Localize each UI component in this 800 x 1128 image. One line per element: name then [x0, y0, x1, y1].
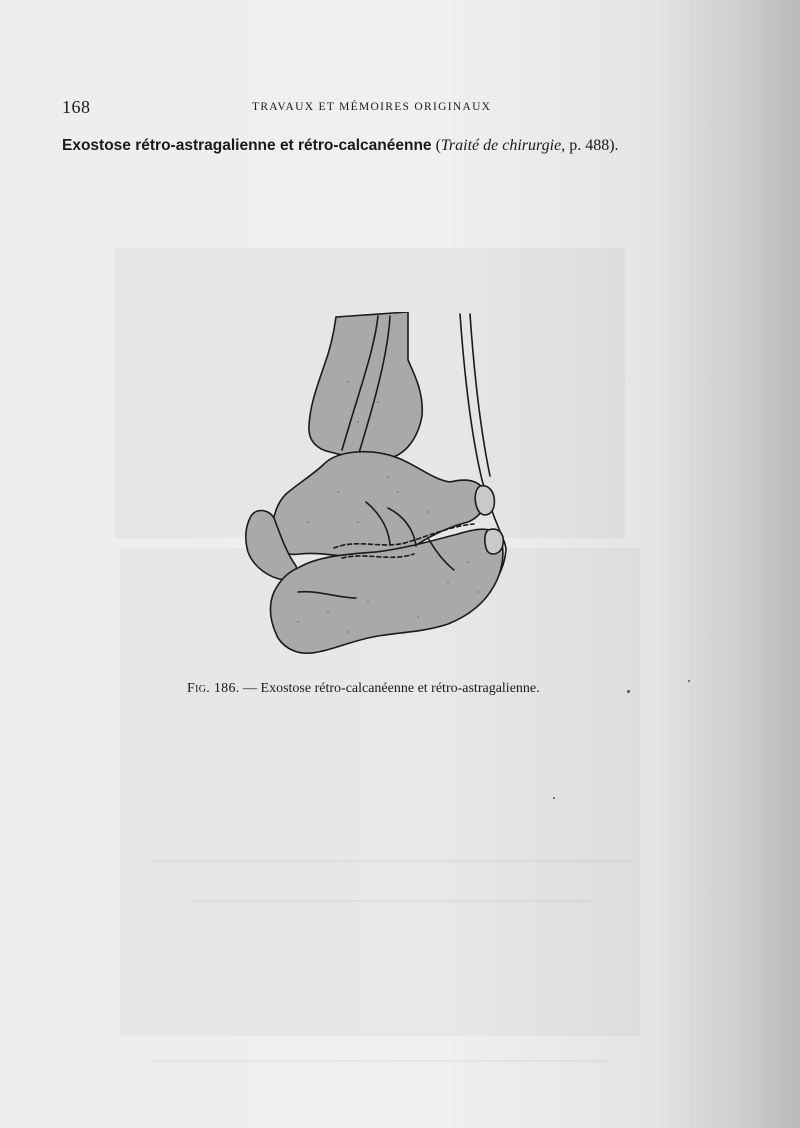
- reference-page: p. 488).: [565, 137, 619, 154]
- figure-caption: [187, 681, 627, 697]
- show-through-line: [150, 860, 630, 862]
- reference-work: Traité de chirurgie,: [440, 137, 566, 154]
- achilles-tendon: [470, 314, 490, 476]
- running-head: TRAVAUX ET MÉMOIRES ORIGINAUX: [252, 101, 492, 113]
- reference-open: (: [431, 137, 441, 154]
- tibia-shape: [309, 312, 422, 459]
- section-title: Exostose rétro-astragalienne et rétro-calcanéenne: [62, 137, 432, 154]
- paper-speck: [627, 690, 630, 693]
- show-through-line: [190, 900, 590, 902]
- section-heading: [62, 137, 742, 155]
- figure-label: Fig. 186.: [187, 681, 240, 696]
- caption-separator: —: [239, 681, 261, 696]
- paper-speck: [553, 797, 555, 799]
- paper-speck: [688, 680, 690, 682]
- page-number: 168: [62, 97, 91, 117]
- caption-text: Exostose rétro-calcanéenne et rétro-astragalienne.: [260, 681, 540, 696]
- calcaneus-knob: [485, 529, 504, 554]
- show-through-line: [150, 1060, 610, 1062]
- exostosis-knob: [475, 486, 494, 515]
- ankle-bone-drawing-icon: [238, 312, 528, 657]
